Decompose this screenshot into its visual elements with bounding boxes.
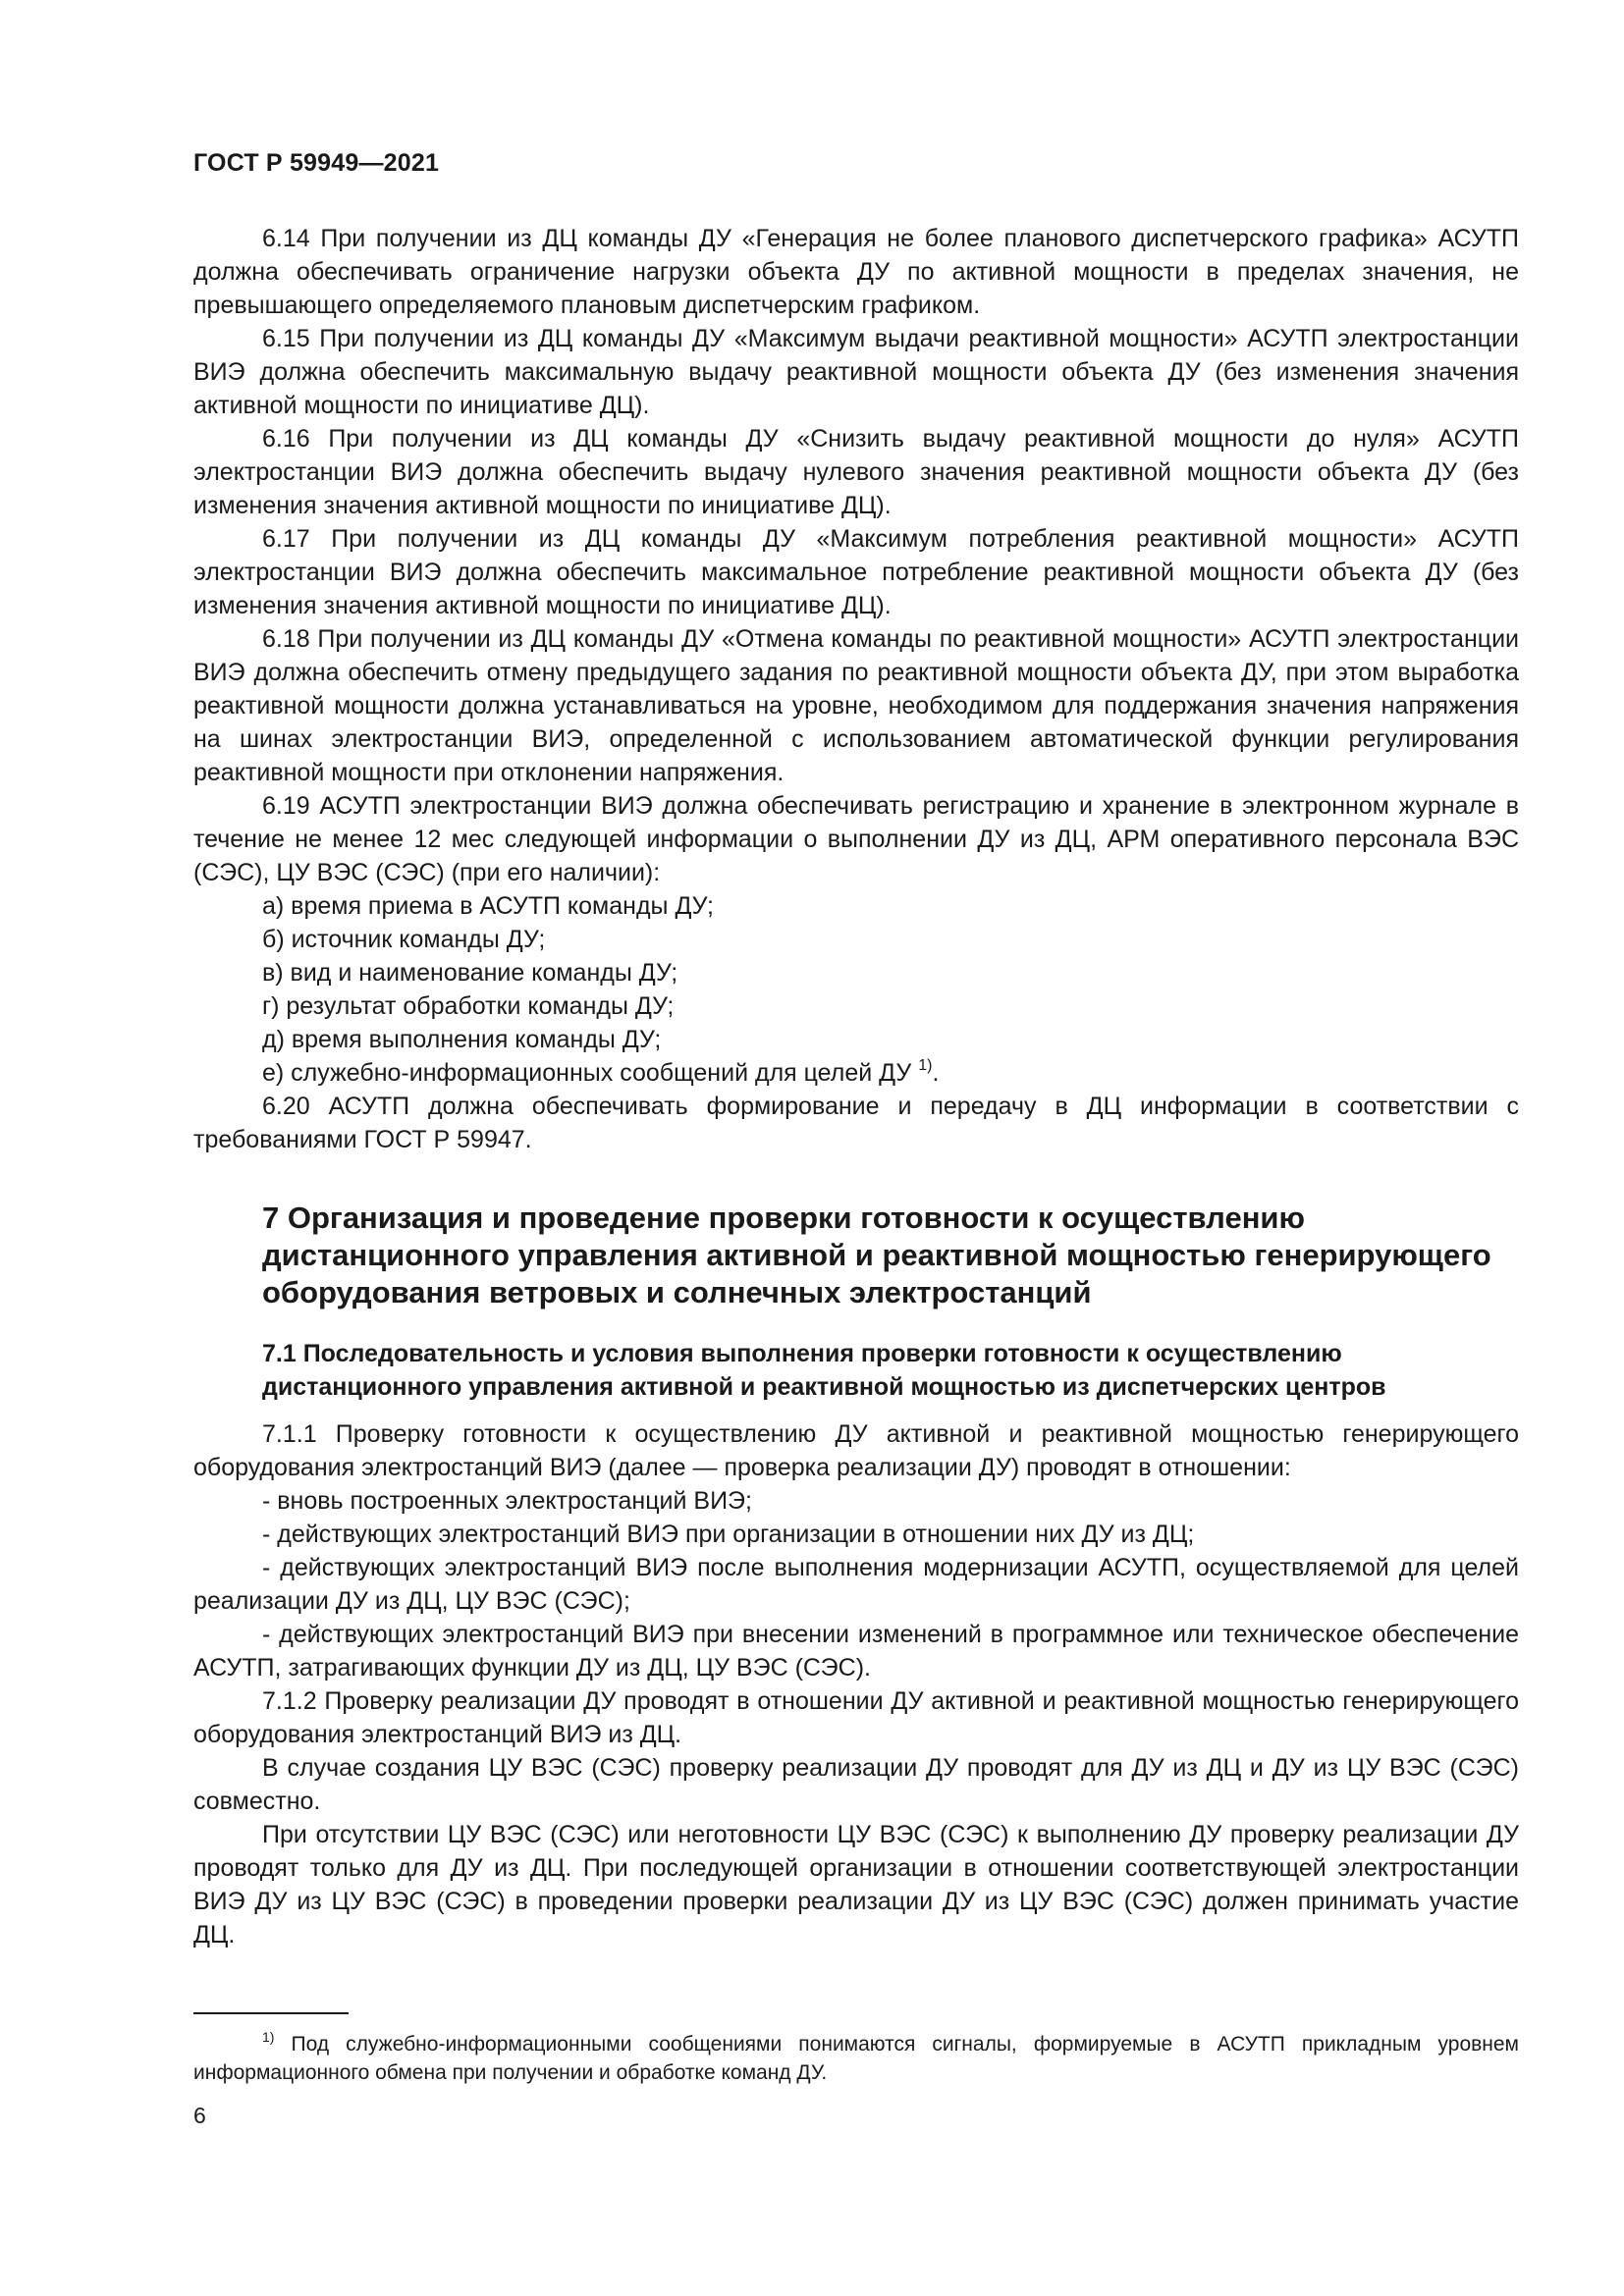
document-body [193,222,1519,1951]
paragraph-6-17: 6.17 При получении из ДЦ команды ДУ «Максимум потребления реактивной мощности» АСУТП электростанции ВИЭ должна обеспечить максимальное потребление реактивной мощности объекта ДУ (без изменения значения активной мощности по инициативе ДЦ). [193,525,1519,619]
subsection-7-1-heading: 7.1 Последовательность и условия выполнения проверки готовности к осуществлению дистанционного управления активной и реактивной мощностью из диспетчерских центров [262,1340,1386,1401]
footnote-mark: 1) [262,2029,275,2045]
paragraph-6-14: 6.14 При получении из ДЦ команды ДУ «Генерация не более планового диспетчерского графика» АСУТП должна обеспечивать ограничение нагрузки объекта ДУ по активной мощности в пределах значения, не превышающего определяемого плановым диспетчерским графиком. [193,225,1519,319]
list-item-b: б) источник команды ДУ; [262,926,546,953]
page-number: 6 [193,2103,206,2128]
paragraph-6-20: 6.20 АСУТП должна обеспечивать формирование и передачу в ДЦ информации в соответствии с требованиями ГОСТ Р 59947. [193,1093,1519,1153]
section-7-heading: 7 Организация и проведение проверки готовности к осуществлению дистанционного управления активной и реактивной мощностью генерирующего оборудования ветровых и солнечных электростанций [262,1201,1491,1309]
paragraph-6-19: 6.19 АСУТП электростанции ВИЭ должна обеспечивать регистрацию и хранение в электронном журнале в течение не менее 12 мес следующей информации о выполнении ДУ из ДЦ, АРМ оперативного персонала ВЭС (СЭС), ЦУ ВЭС (СЭС) (при его наличии): [193,792,1519,886]
dash-item-3: - действующих электростанций ВИЭ после выполнения модернизации АСУТП, осуществляемой для целей реализации ДУ из ДЦ, ЦУ ВЭС (СЭС); [193,1554,1519,1615]
paragraph-6-18: 6.18 При получении из ДЦ команды ДУ «Отмена команды по реактивной мощности» АСУТП электростанции ВИЭ должна обеспечить отмену предыдущего задания по реактивной мощности объекта ДУ, при этом выработка реактивной мощности должна устанавливаться на уровне, необходимом для поддержания значения напряжения на шинах электростанции ВИЭ, определенной с использованием автоматической функции регулирования реактивной мощности при отклонении напряжения. [193,625,1519,786]
list-item-e [193,1056,1519,1090]
list-item-a: а) время приема в АСУТП команды ДУ; [262,892,714,920]
list-item-g: г) результат обработки команды ДУ; [262,992,675,1020]
list-item-d: д) время выполнения команды ДУ; [262,1026,662,1053]
paragraph-6-16: 6.16 При получении из ДЦ команды ДУ «Снизить выдачу реактивной мощности до нуля» АСУТП электростанции ВИЭ должна обеспечить выдачу нулевого значения реактивной мощности объекта ДУ (без изменения значения активной мощности по инициативе ДЦ). [193,425,1519,519]
paragraph-7-1-2-c: При отсутствии ЦУ ВЭС (СЭС) или неготовности ЦУ ВЭС (СЭС) к выполнению ДУ проверку реализации ДУ проводят только для ДУ из ДЦ. При последующей организации в отношении соответствующей электростанции ВИЭ ДУ из ЦУ ВЭС (СЭС) в проведении проверки реализации ДУ из ЦУ ВЭС (СЭС) должен принимать участие ДЦ. [193,1821,1519,1949]
list-item-e-text: е) служебно-информационных сообщений для целей ДУ [262,1059,912,1087]
paragraph-7-1-2-b: В случае создания ЦУ ВЭС (СЭС) проверку реализации ДУ проводят для ДУ из ДЦ и ДУ из ЦУ ВЭС (СЭС) совместно. [193,1754,1519,1815]
paragraph-7-1-1: 7.1.1 Проверку готовности к осуществлению ДУ активной и реактивной мощностью генерирующего оборудования электростанций ВИЭ (далее — проверка реализации ДУ) проводят в отношении: [193,1420,1519,1481]
paragraph-6-15: 6.15 При получении из ДЦ команды ДУ «Максимум выдачи реактивной мощности» АСУТП электростанции ВИЭ должна обеспечить максимальную выдачу реактивной мощности объекта ДУ (без изменения значения активной мощности по инициативе ДЦ). [193,325,1519,419]
footnote [193,2030,1519,2087]
dash-item-2: - действующих электростанций ВИЭ при организации в отношении них ДУ из ДЦ; [262,1521,1195,1548]
paragraph-7-1-2: 7.1.2 Проверку реализации ДУ проводят в отношении ДУ активной и реактивной мощностью генерирующего оборудования электростанций ВИЭ из ДЦ. [193,1687,1519,1748]
footnote-separator [193,2012,349,2014]
document-id-header: ГОСТ Р 59949—2021 [193,149,440,177]
footnote-text: Под служебно-информационными сообщениями понимаются сигналы, формируемые в АСУТП прикладным уровнем информационного обмена при получении и обработке команд ДУ. [193,2033,1519,2084]
dash-item-4: - действующих электростанций ВИЭ при внесении изменений в программное или техническое обеспечение АСУТП, затрагивающих функции ДУ из ДЦ, ЦУ ВЭС (СЭС). [193,1621,1519,1682]
list-item-v: в) вид и наименование команды ДУ; [262,959,678,987]
list-item-e-end: . [932,1059,940,1087]
footnote-reference[interactable]: 1) [918,1057,933,1074]
dash-item-1: - вновь построенных электростанций ВИЭ; [262,1487,752,1515]
